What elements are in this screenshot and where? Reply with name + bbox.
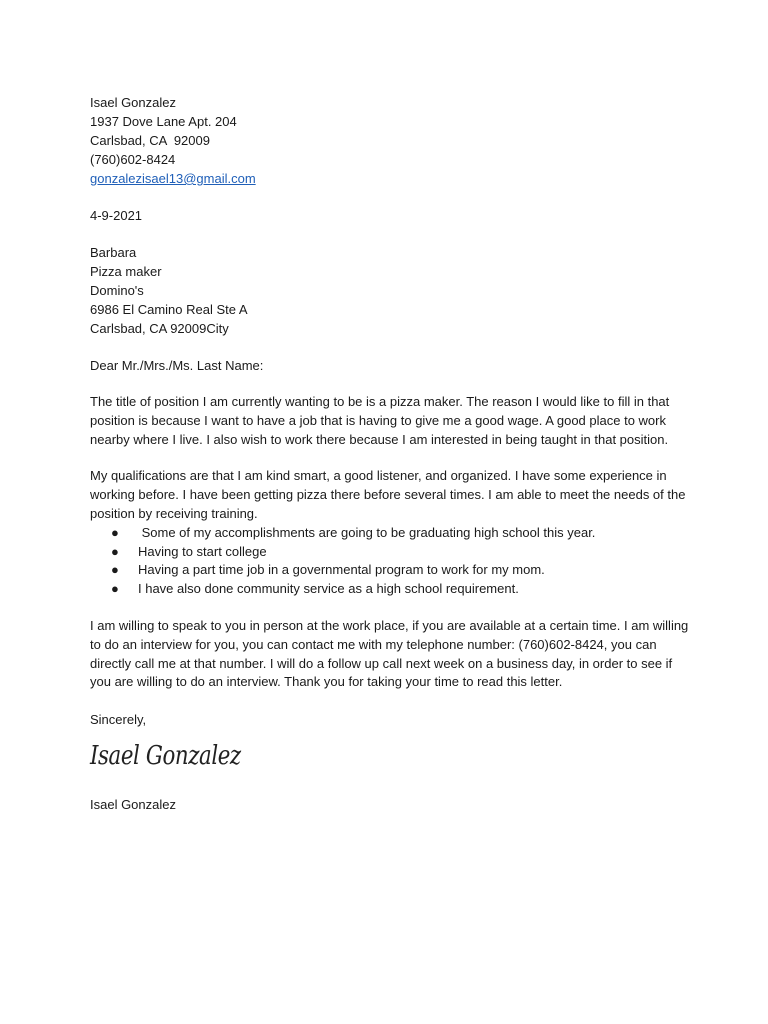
paragraph-qualifications: My qualifications are that I am kind smart, a good listener, and organized. I have some experience in working before. I have been getting pizza there before several times. I am able to meet the needs of the position by receiving training.	[90, 468, 686, 521]
letter-body	[90, 93, 690, 814]
handwritten-signature: Isael Gonzalez	[90, 741, 241, 772]
closing-text: Sincerely,	[90, 712, 147, 728]
list-item	[90, 580, 690, 599]
bullet-icon: ●	[111, 581, 119, 597]
bullet-icon: ●	[111, 524, 119, 540]
recipient-city-state-zip: Carlsbad, CA 92009City	[90, 321, 229, 336]
salutation	[90, 356, 690, 375]
recipient-street: 6986 El Camino Real Ste A	[90, 302, 248, 317]
bullet-icon: ●	[111, 562, 119, 578]
sender-name: Isael Gonzalez	[90, 95, 176, 110]
sender-street: 1937 Dove Lane Apt. 204	[90, 114, 237, 129]
bullet-icon: ●	[111, 543, 119, 559]
sender-email-link[interactable]: gonzalezisael13@gmail.com	[90, 171, 256, 186]
sender-phone: (760)602-8424	[90, 152, 176, 167]
list-item	[90, 561, 690, 580]
paragraph-intro: The title of position I am currently wanting to be is a pizza maker. The reason I would like to fill in that position is because I want to have a job that is having to give me a good wage. A good place to work nearby where I live. I also wish to work there because I am interested in being taught in that position.	[90, 394, 670, 447]
list-item	[90, 543, 690, 562]
sender-city-state-zip: Carlsbad, CA 92009	[90, 133, 210, 148]
list-item-text: Having a part time job in a governmental program to work for my mom.	[138, 562, 545, 578]
list-item-text: Having to start college	[138, 543, 267, 559]
letter-date	[90, 206, 690, 225]
date-text: 4-9-2021	[90, 208, 143, 223]
list-item-text: I have also done community service as a high school requirement.	[138, 581, 519, 597]
list-item-text: Some of my accomplishments are going to be graduating high school this year.	[138, 524, 596, 540]
recipient-address	[90, 243, 690, 338]
paragraph-contact: I am willing to speak to you in person at the work place, if you are available at a certain time. I am willing to do an interview for you, you can contact me with my telephone number: (760)602-8424, you can directly call me at that number. I will do a follow up call next week on a business day, in order to see if you are willing to do an interview. Thank you for taking your time to read this letter.	[90, 617, 689, 690]
salutation-text: Dear Mr./Mrs./Ms. Last Name:	[90, 358, 264, 373]
closing	[90, 710, 690, 729]
recipient-name: Barbara	[90, 245, 137, 260]
recipient-company: Domino's	[90, 283, 144, 298]
accomplishments-list	[90, 524, 690, 599]
recipient-title: Pizza maker	[90, 264, 162, 279]
signer-name: Isael Gonzalez	[90, 797, 176, 813]
sender-address	[90, 93, 690, 188]
list-item	[90, 524, 690, 543]
signer-name-block	[90, 795, 690, 814]
